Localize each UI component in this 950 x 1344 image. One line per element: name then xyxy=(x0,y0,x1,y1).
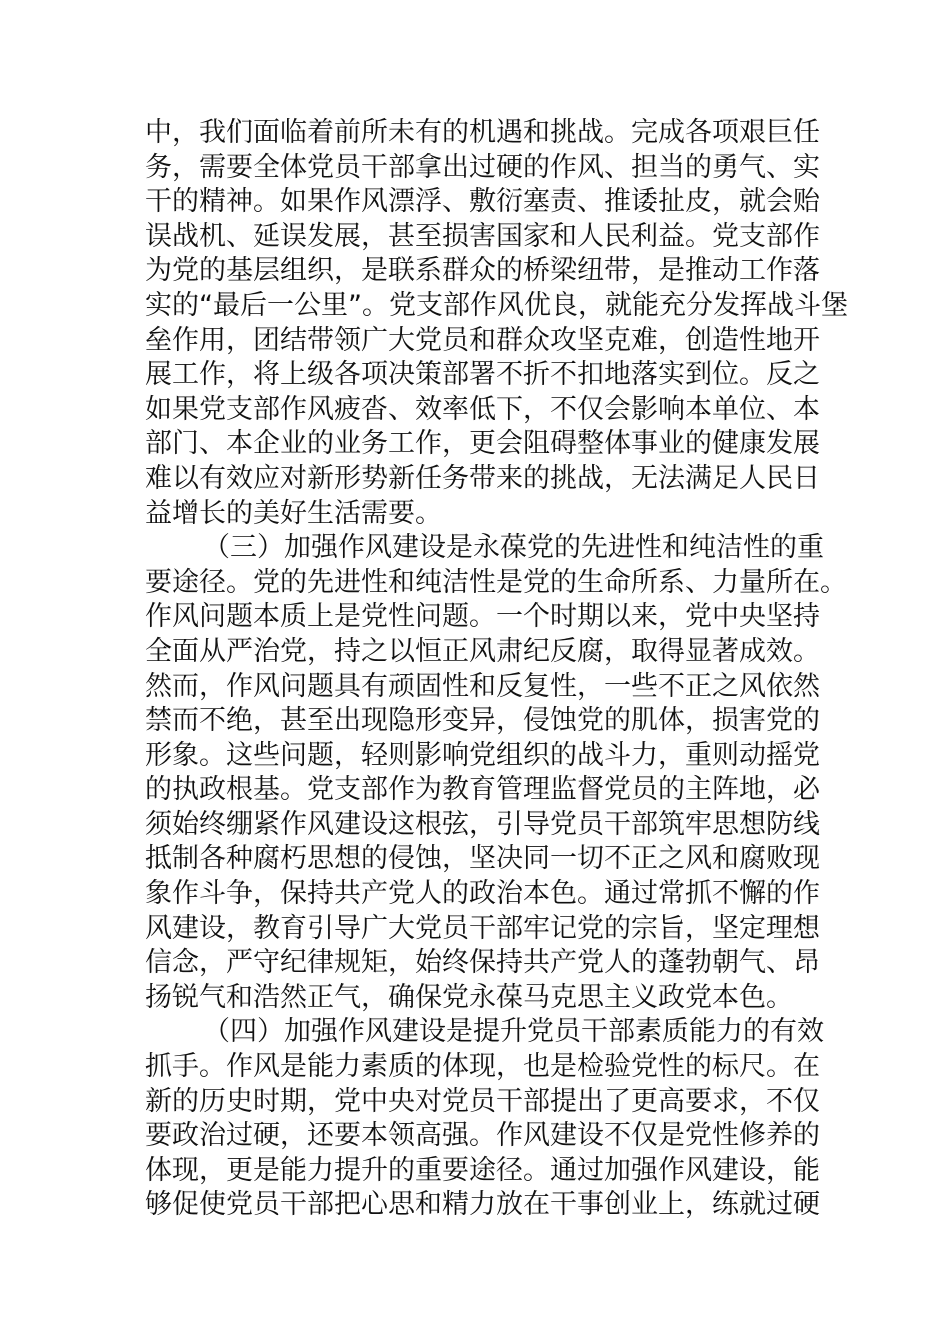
text-line: 风建设，教育引导广大党员干部牢记党的宗旨，坚定理想 xyxy=(145,912,820,944)
body-text xyxy=(145,116,848,1223)
text-line: 中，我们面临着前所未有的机遇和挑战。完成各项艰巨任 xyxy=(145,117,820,148)
text-line: 作风问题本质上是党性问题。一个时期以来，党中央坚持 xyxy=(145,601,820,633)
text-line: 信念，严守纪律规矩，始终保持共产党人的蓬勃朝气、昂 xyxy=(145,947,820,979)
text-line: 全面从严治党，持之以恒正风肃纪反腐，取得显著成效。 xyxy=(145,635,820,667)
text-line: 如果党支部作风疲沓、效率低下，不仅会影响本单位、本 xyxy=(145,393,820,425)
text-line: 扬锐气和浩然正气，确保党永葆马克思主义政党本色。 xyxy=(145,981,793,1013)
text-line: 须始终绷紧作风建设这根弦，引导党员干部筑牢思想防线 xyxy=(145,808,820,840)
text-line: 要途径。党的先进性和纯洁性是党的生命所系、力量所在。 xyxy=(145,566,847,598)
section-4-heading-line: （四）加强作风建设是提升党员干部素质能力的有效 xyxy=(203,1016,824,1048)
text-line: 要政治过硬，还要本领高强。作风建设不仅是党性修养的 xyxy=(145,1120,820,1152)
text-line: 的执政根基。党支部作为教育管理监督党员的主阵地，必 xyxy=(145,774,820,806)
text-line: 务，需要全体党员干部拿出过硬的作风、担当的勇气、实 xyxy=(145,151,820,183)
text-line: 难以有效应对新形势新任务带来的挑战，无法满足人民日 xyxy=(145,462,820,494)
text-line: 体现，更是能力提升的重要途径。通过加强作风建设，能 xyxy=(145,1154,820,1186)
section-3-heading-line: （三）加强作风建设是永葆党的先进性和纯洁性的重 xyxy=(203,532,824,564)
text-line: 抓手。作风是能力素质的体现，也是检验党性的标尺。在 xyxy=(145,1051,820,1083)
text-line: 垒作用，团结带领广大党员和群众攻坚克难，创造性地开 xyxy=(145,324,820,356)
text-line: 益增长的美好生活需要。 xyxy=(145,497,442,529)
text-line: 形象。这些问题，轻则影响党组织的战斗力，重则动摇党 xyxy=(145,739,820,771)
text-line: 然而，作风问题具有顽固性和反复性，一些不正之风依然 xyxy=(145,670,820,702)
text-line: 为党的基层组织，是联系群众的桥梁纽带，是推动工作落 xyxy=(145,255,820,287)
text-line: 干的精神。如果作风漂浮、敷衍塞责、推诿扯皮，就会贻 xyxy=(145,186,820,218)
text-line: 象作斗争，保持共产党人的政治本色。通过常抓不懈的作 xyxy=(145,878,820,910)
text-line: 误战机、延误发展，甚至损害国家和人民利益。党支部作 xyxy=(145,220,820,252)
text-line: 够促使党员干部把心思和精力放在干事创业上，练就过硬 xyxy=(145,1189,820,1221)
text-line: 禁而不绝，甚至出现隐形变异，侵蚀党的肌体，损害党的 xyxy=(145,705,820,737)
text-line: 实的“最后一公里”。党支部作风优良，就能充分发挥战斗堡 xyxy=(145,289,848,321)
text-line: 展工作，将上级各项决策部署不折不扣地落实到位。反之 xyxy=(145,359,820,391)
text-line: 新的历史时期，党中央对党员干部提出了更高要求，不仅 xyxy=(145,1085,820,1117)
text-line: 部门、本企业的业务工作，更会阻碍整体事业的健康发展 xyxy=(145,428,820,460)
text-line: 抵制各种腐朽思想的侵蚀，坚决同一切不正之风和腐败现 xyxy=(145,843,820,875)
